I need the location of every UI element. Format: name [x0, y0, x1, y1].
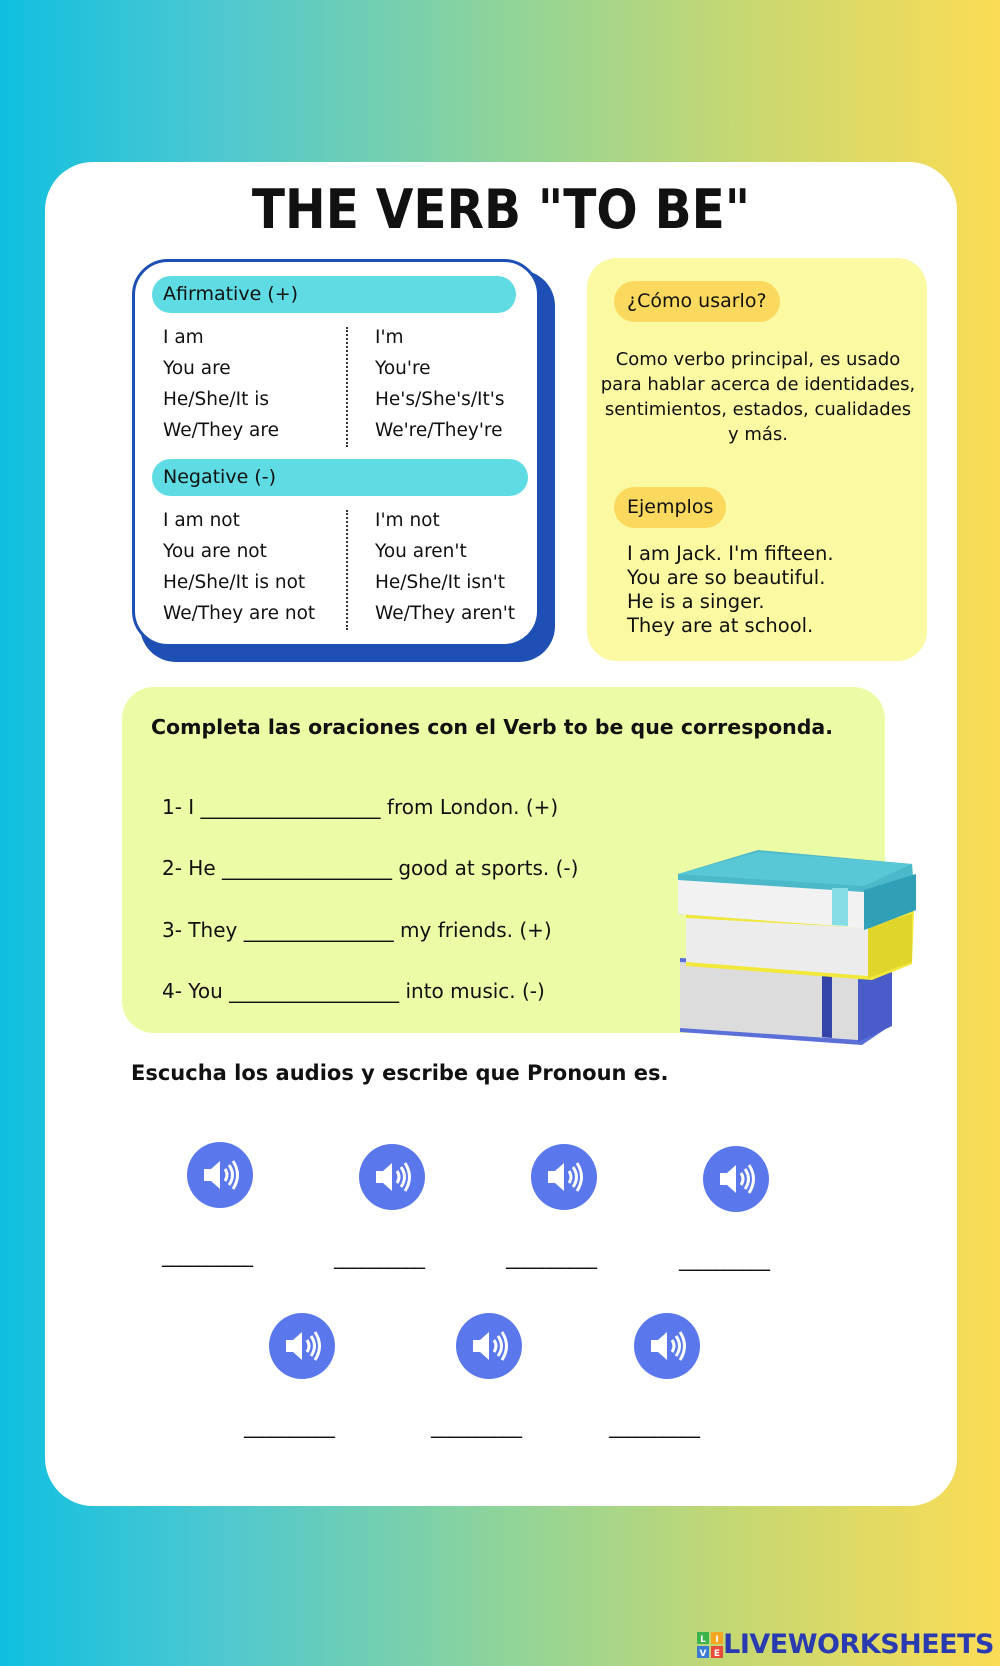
- affirmative-short-row: I'm: [375, 327, 404, 348]
- examples-heading: Ejemplos: [614, 487, 726, 528]
- affirmative-short-row: We're/They're: [375, 420, 503, 441]
- negative-full-row: He/She/It is not: [163, 572, 306, 593]
- exercise-2-instruction: Escucha los audios y escribe que Pronoun es.: [131, 1061, 669, 1085]
- answer-blank[interactable]: __________: [162, 1243, 252, 1267]
- speaker-icon: [282, 1328, 322, 1364]
- speaker-icon: [544, 1159, 584, 1195]
- logo-letter: E: [714, 1648, 721, 1658]
- negative-short-row: We/They aren't: [375, 603, 516, 624]
- usage-heading: ¿Cómo usarlo?: [614, 281, 780, 322]
- affirmative-full-row: He/She/It is: [163, 389, 269, 410]
- liveworksheets-logo-icon: [697, 1632, 723, 1658]
- answer-blank[interactable]: __________: [609, 1414, 699, 1438]
- affirmative-short-column: [375, 322, 505, 446]
- exercise-1-sentence[interactable]: 4- You _________________ into music. (-): [162, 979, 545, 1003]
- answer-blank[interactable]: __________: [244, 1414, 334, 1438]
- audio-play-button[interactable]: [703, 1146, 769, 1212]
- affirmative-short-row: He's/She's/It's: [375, 389, 505, 410]
- books-stack-icon: [672, 840, 922, 1045]
- affirmative-full-column: [163, 322, 279, 446]
- example-sentence: He is a singer.: [627, 590, 765, 613]
- audio-play-button[interactable]: [456, 1313, 522, 1379]
- answer-blank[interactable]: __________: [334, 1245, 424, 1269]
- speaker-icon: [716, 1161, 756, 1197]
- negative-short-row: I'm not: [375, 510, 440, 531]
- answer-blank[interactable]: __________: [506, 1245, 596, 1269]
- exercise-1-sentence[interactable]: 2- He _________________ good at sports. (-): [162, 856, 579, 880]
- example-sentence: You are so beautiful.: [627, 566, 826, 589]
- negative-full-row: I am not: [163, 510, 240, 531]
- answer-blank[interactable]: __________: [431, 1414, 521, 1438]
- audio-play-button[interactable]: [531, 1144, 597, 1210]
- negative-header: Negative (-): [152, 459, 528, 496]
- speaker-icon: [469, 1328, 509, 1364]
- audio-play-button[interactable]: [269, 1313, 335, 1379]
- example-sentence: I am Jack. I'm fifteen.: [627, 542, 834, 565]
- examples-list: [627, 542, 834, 638]
- negative-divider: [346, 510, 348, 630]
- affirmative-header: Afirmative (+): [152, 276, 516, 313]
- audio-play-button[interactable]: [187, 1142, 253, 1208]
- affirmative-full-row: You are: [163, 358, 231, 379]
- negative-full-row: You are not: [163, 541, 267, 562]
- negative-short-row: You aren't: [375, 541, 467, 562]
- speaker-icon: [200, 1157, 240, 1193]
- negative-short-column: [375, 505, 515, 629]
- affirmative-short-row: You're: [375, 358, 431, 379]
- logo-letter: I: [715, 1634, 719, 1645]
- speaker-icon: [647, 1328, 687, 1364]
- answer-blank[interactable]: __________: [679, 1247, 769, 1271]
- negative-full-column: [163, 505, 315, 629]
- usage-text: Como verbo principal, es usado para hablar acerca de identidades, sentimientos, estados, cualidades y más.: [600, 349, 916, 445]
- exercise-1-sentence[interactable]: 3- They _______________ my friends. (+): [162, 918, 552, 942]
- brand-logo: [697, 1629, 994, 1660]
- affirmative-divider: [346, 327, 348, 447]
- audio-play-button[interactable]: [634, 1313, 700, 1379]
- logo-letter: L: [700, 1634, 707, 1645]
- logo-letter: V: [699, 1648, 707, 1658]
- negative-short-row: He/She/It isn't: [375, 572, 506, 593]
- exercise-1-sentence[interactable]: 1- I __________________ from London. (+): [162, 795, 559, 819]
- audio-play-button[interactable]: [359, 1144, 425, 1210]
- exercise-1-instruction: Completa las oraciones con el Verb to be que corresponda.: [151, 715, 834, 739]
- page-title: THE VERB "TO BE": [251, 178, 751, 241]
- affirmative-full-row: I am: [163, 327, 204, 348]
- example-sentence: They are at school.: [627, 614, 814, 637]
- affirmative-full-row: We/They are: [163, 420, 279, 441]
- negative-full-row: We/They are not: [163, 603, 316, 624]
- speaker-icon: [372, 1159, 412, 1195]
- brand-name: LIVEWORKSHEETS: [723, 1629, 994, 1660]
